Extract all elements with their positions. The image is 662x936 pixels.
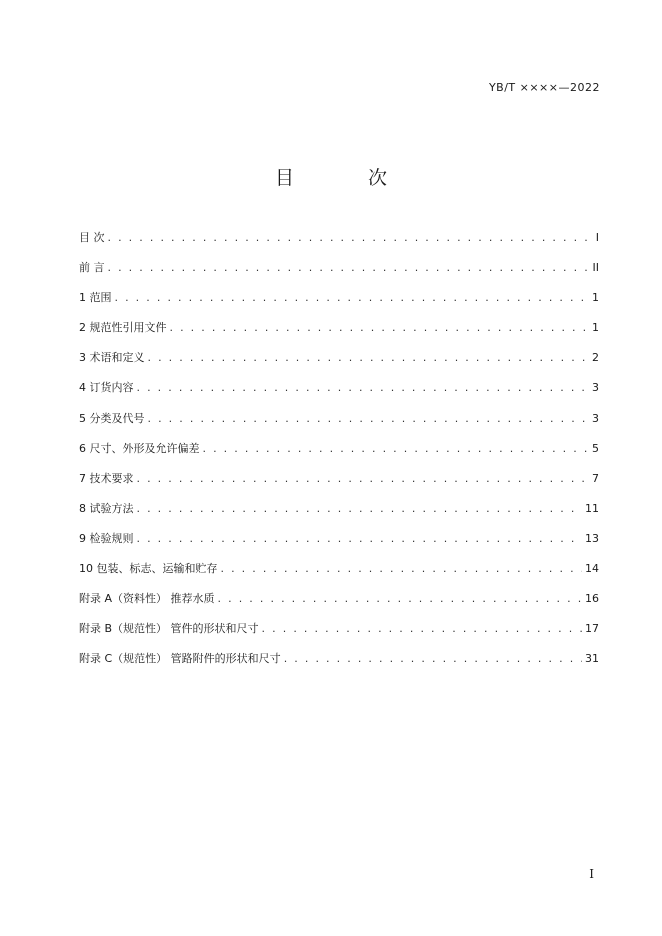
- toc-entry-label: 10 包装、标志、运输和贮存: [79, 562, 218, 576]
- toc-entry-label: 5 分类及代号: [79, 411, 145, 425]
- toc-entry[interactable]: [79, 530, 599, 560]
- toc-dot-leader: [137, 470, 590, 488]
- toc-entry-page: 13: [585, 531, 599, 545]
- toc-entry-page: 2: [592, 351, 599, 365]
- standard-code: YB/T ××××—2022: [488, 81, 600, 94]
- toc-entry-label: 7 技术要求: [79, 471, 134, 485]
- toc-entry-page: 1: [592, 321, 599, 335]
- toc-entry-page: 7: [592, 471, 599, 485]
- toc-entry-page: 3: [592, 381, 599, 395]
- toc-entry[interactable]: [79, 500, 599, 530]
- toc-entry-label: 1 范围: [79, 291, 112, 305]
- toc-entry[interactable]: [79, 440, 599, 470]
- toc-entry-label: 前 言: [79, 261, 105, 275]
- toc-entry-page: 11: [585, 501, 599, 515]
- toc-entry-page: 31: [585, 652, 599, 666]
- toc-entry[interactable]: [79, 349, 599, 379]
- toc-dot-leader: [137, 530, 583, 548]
- toc-entry[interactable]: [79, 229, 599, 259]
- toc-entry-page: 5: [592, 441, 599, 455]
- toc-entry[interactable]: [79, 620, 599, 650]
- toc-entry-label: 8 试验方法: [79, 501, 134, 515]
- toc-dot-leader: [137, 379, 590, 397]
- toc-dot-leader: [218, 590, 582, 608]
- toc-dot-leader: [262, 620, 582, 638]
- toc-dot-leader: [221, 560, 583, 578]
- toc-dot-leader: [108, 259, 590, 277]
- toc-entry-label: 4 订货内容: [79, 381, 134, 395]
- toc-entry-label: 目 次: [79, 231, 105, 244]
- toc-dot-leader: [284, 650, 582, 668]
- toc-entry[interactable]: [79, 319, 599, 349]
- toc-entry[interactable]: [79, 560, 599, 590]
- toc-entry-page: II: [592, 261, 599, 275]
- toc-entry[interactable]: [79, 259, 599, 289]
- toc-entry-label: 6 尺寸、外形及允许偏差: [79, 441, 200, 455]
- toc-dot-leader: [108, 229, 593, 247]
- toc-entry-page: 16: [585, 592, 599, 606]
- toc-entry[interactable]: [79, 590, 599, 620]
- toc-entry-page: 3: [592, 411, 599, 425]
- toc-dot-leader: [148, 410, 590, 428]
- toc-entry-page: I: [595, 231, 599, 244]
- toc-entry-label: 2 规范性引用文件: [79, 321, 167, 335]
- page-title: 目 次: [274, 167, 422, 189]
- toc-entry-label: 9 检验规则: [79, 531, 134, 545]
- toc-entry[interactable]: [79, 650, 599, 680]
- page-number: I: [589, 867, 594, 881]
- toc-entry-page: 14: [585, 562, 599, 576]
- toc-dot-leader: [148, 349, 590, 367]
- toc-entry[interactable]: [79, 289, 599, 319]
- toc-entry[interactable]: [79, 410, 599, 440]
- toc-dot-leader: [203, 440, 590, 458]
- toc-entry-page: 17: [585, 622, 599, 636]
- toc-entry-label: 3 术语和定义: [79, 351, 145, 365]
- toc-entry[interactable]: [79, 470, 599, 500]
- toc-dot-leader: [137, 500, 583, 518]
- table-of-contents: [79, 229, 599, 680]
- toc-dot-leader: [115, 289, 590, 307]
- toc-entry[interactable]: [79, 379, 599, 409]
- toc-entry-label: 附录 B（规范性） 管件的形状和尺寸: [79, 622, 259, 636]
- toc-dot-leader: [170, 319, 590, 337]
- toc-entry-page: 1: [592, 291, 599, 305]
- toc-entry-label: 附录 A（资料性） 推荐水质: [79, 592, 215, 606]
- toc-entry-label: 附录 C（规范性） 管路附件的形状和尺寸: [79, 652, 281, 666]
